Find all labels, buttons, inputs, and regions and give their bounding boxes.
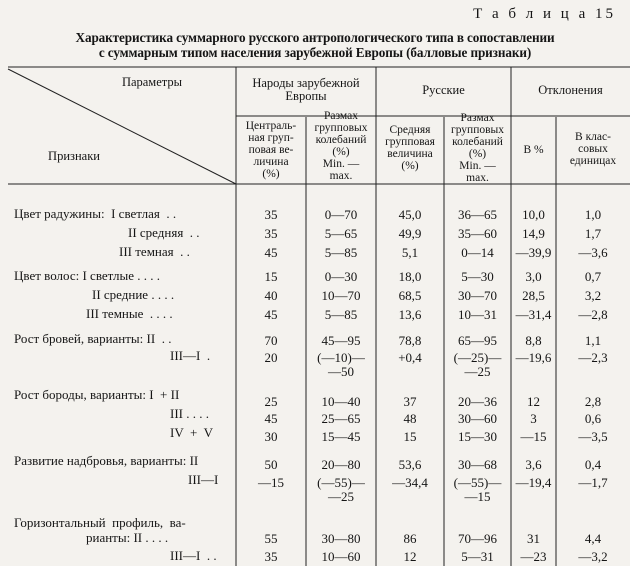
cell-ru-range: 20—36 [458,394,497,409]
header-features: Признаки [48,149,100,163]
cell-ru-mean: 78,8 [398,333,422,348]
cell-ru-range: (—55)— —15 [453,475,502,504]
cell-eu-mean: 45 [264,307,278,322]
cell-ru-mean: 48 [403,411,417,426]
cell-eu-range: 10—70 [321,288,361,303]
cell-ru-mean: 86 [403,531,417,546]
header-col-eu-mean: Централь- ная груп- повая ве- личина (%) [245,120,297,180]
cell-ru-range: 30—68 [458,457,497,472]
cell-dev-units: 3,2 [584,288,602,303]
cell-eu-mean: 50 [264,457,278,472]
header-col-eu-range: Размах групповых колебаний (%) Min. — max. [314,110,368,182]
cell-ru-mean: 15 [403,429,417,444]
cell-dev-pct: —23 [520,549,547,564]
cell-eu-range: 5—65 [324,226,358,241]
cell-eu-mean: 25 [264,394,278,409]
cell-eu-mean: 45 [264,245,278,260]
cell-ru-range: 0—14 [461,245,494,260]
header-parameters: Параметры [121,75,183,89]
cell-ru-range: 10—31 [458,307,497,322]
cell-eu-range: (—55)— —25 [317,475,365,504]
cell-dev-units: 0,4 [584,457,602,472]
header-col-ru-range: Размах групповых колебаний (%) Min. — max. [450,112,505,184]
cell-ru-mean: 18,0 [398,269,422,284]
row-label: III темные . . . . [86,306,173,321]
cell-eu-mean: 20 [264,350,278,365]
cell-eu-range: 0—70 [324,207,358,222]
header-group-deviations: Отклонения [538,83,603,97]
cell-ru-mean: 68,5 [398,288,422,303]
cell-eu-range: 45—95 [321,333,361,348]
cell-dev-pct: 3,0 [525,269,542,284]
cell-dev-pct: 14,9 [522,226,545,241]
cell-dev-units: —3,2 [578,549,608,564]
cell-ru-range: 70—96 [458,531,497,546]
row-label: III—I . [170,348,211,363]
cell-ru-range: 5—31 [461,549,494,564]
cell-eu-range: 20—80 [321,457,361,472]
cell-dev-pct: —15 [520,429,547,444]
cell-eu-mean: 40 [264,288,278,303]
cell-eu-range: 0—30 [324,269,358,284]
row-label: II средняя . . [128,225,200,240]
cell-ru-mean: +0,4 [398,350,422,365]
row-label: Цвет радужины: I светлая . . [14,206,177,221]
cell-dev-units: 0,7 [584,269,602,284]
cell-eu-mean: 35 [264,226,278,241]
cell-eu-range: 30—80 [321,531,361,546]
cell-dev-pct: 28,5 [522,288,545,303]
cell-eu-mean: 35 [264,207,278,222]
cell-ru-range: 30—70 [458,288,497,303]
row-label: IV + V [170,425,213,440]
cell-eu-mean: 35 [264,549,278,564]
header-col-ru-mean: Средняя групповая величина (%) [385,124,435,172]
cell-dev-pct: 31 [527,531,540,546]
row-label: III . . . . [170,406,209,421]
cell-dev-pct: —19,6 [515,350,552,365]
cell-eu-range: 10—40 [321,394,361,409]
cell-ru-mean: 5,1 [401,245,419,260]
cell-ru-range: 35—60 [458,226,497,241]
cell-ru-range: 36—65 [458,207,497,222]
cell-dev-units: 2,8 [584,394,602,409]
cell-eu-mean: 70 [264,333,278,348]
cell-eu-range: 5—85 [324,245,358,260]
cell-ru-mean: 45,0 [398,207,422,222]
cell-eu-range: 25—65 [321,411,361,426]
header-col-dev-units: В клас- совых единицах [569,131,617,167]
cell-dev-units: —2,8 [578,307,608,322]
cell-eu-mean: 15 [264,269,278,284]
header-group-europe: Народы зарубежной Европы [252,76,360,103]
cell-dev-pct: —19,4 [515,475,552,490]
row-label: III—I [188,472,219,487]
cell-eu-mean: 55 [264,531,278,546]
header-col-dev-pct: В % [523,144,544,156]
table-title-line-1: Характеристика суммарного русского антропологического типа в сопоставлении [75,30,555,45]
cell-dev-units: —3,5 [578,429,608,444]
table-title-line-2: с суммарным типом населения зарубежной Европы (балловые признаки) [98,45,532,60]
row-label: Цвет волос: I светлые . . . . [14,268,161,283]
cell-dev-units: 1,0 [584,207,602,222]
cell-eu-range: 5—85 [324,307,358,322]
cell-ru-range: 5—30 [461,269,494,284]
row-label: рианты: II . . . . [86,530,169,545]
cell-eu-range: (—10)— —50 [317,350,365,379]
cell-dev-units: —1,7 [578,475,608,490]
cell-ru-mean: —34,4 [392,475,428,490]
row-label: Рост бровей, варианты: II . . [14,331,172,346]
cell-dev-pct: —39,9 [515,245,552,260]
cell-dev-units: 1,1 [584,333,602,348]
cell-eu-mean: —15 [258,475,284,490]
cell-ru-range: 30—60 [458,411,497,426]
header-group-russians: Русские [422,83,465,97]
cell-dev-pct: —31,4 [515,307,552,322]
row-label: Развитие надбровья, варианты: II [14,453,199,468]
cell-eu-range: 10—60 [321,549,361,564]
row-label: Горизонтальный профиль, ва- [14,515,186,530]
cell-dev-pct: 3,6 [525,457,542,472]
cell-eu-mean: 45 [264,411,278,426]
cell-dev-units: 1,7 [584,226,602,241]
cell-dev-units: —2,3 [578,350,608,365]
cell-dev-pct: 10,0 [522,207,545,222]
cell-ru-range: 15—30 [458,429,497,444]
cell-eu-mean: 30 [264,429,278,444]
row-label: III—I . . [170,548,217,563]
cell-ru-range: (—25)— —25 [453,350,502,379]
cell-dev-pct: 3 [530,411,537,426]
row-label: II средние . . . . [92,287,175,302]
cell-dev-pct: 8,8 [525,333,542,348]
row-label: III темная . . [119,244,190,259]
row-label: Рост бороды, варианты: I + II [14,387,180,402]
cell-ru-mean: 49,9 [398,226,422,241]
cell-dev-units: 0,6 [584,411,602,426]
cell-dev-units: —3,6 [578,245,608,260]
table-number: Т а б л и ц а 15 [473,6,616,22]
cell-eu-range: 15—45 [321,429,361,444]
cell-ru-range: 65—95 [458,333,497,348]
cell-ru-mean: 13,6 [398,307,422,322]
cell-dev-pct: 12 [527,394,540,409]
cell-ru-mean: 53,6 [398,457,422,472]
cell-ru-mean: 37 [403,394,417,409]
cell-ru-mean: 12 [403,549,417,564]
cell-dev-units: 4,4 [584,531,602,546]
